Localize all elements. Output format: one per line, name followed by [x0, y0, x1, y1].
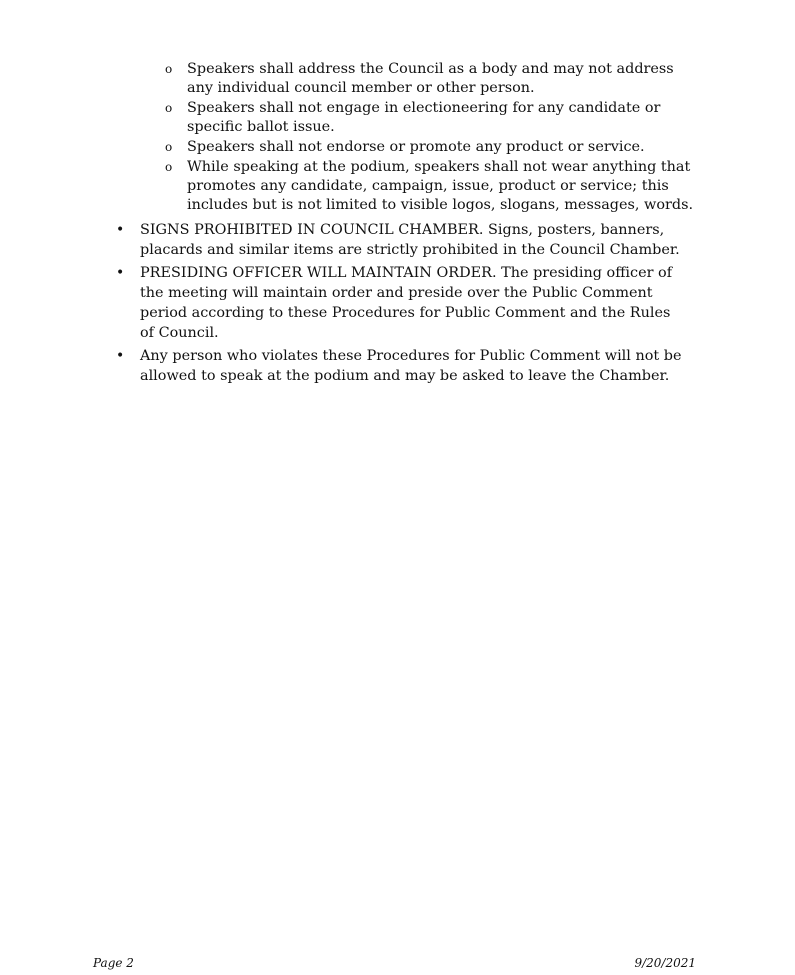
main-bullet-text: PRESIDING OFFICER WILL MAINTAIN ORDER. The presiding officer of the meeting will maintain order and preside over the Public Comment period according to these Procedures for Public Comment and the Rules of Council.: [140, 265, 673, 341]
main-bullet-item: [116, 220, 685, 260]
sub-bullet-text: Speakers shall address the Council as a body and may not address any individual council member or other person.: [187, 61, 674, 96]
circle-bullet-icon: o: [165, 140, 173, 154]
footer-date: 9/20/2021: [634, 956, 696, 970]
circle-bullet-icon: o: [165, 160, 173, 174]
circle-bullet-icon: o: [165, 62, 173, 76]
sub-bullet-list: [0, 60, 795, 216]
main-bullet-item: [116, 263, 685, 343]
sub-bullet-text: While speaking at the podium, speakers shall not wear anything that promotes any candidate, campaign, issue, product or service; this includes but is not limited to visible logos, slogans, messages, words.: [187, 159, 694, 213]
circle-bullet-icon: o: [165, 101, 173, 115]
sub-bullet-text: Speakers shall not engage in electioneering for any candidate or specific ballot issue.: [187, 100, 661, 135]
disc-bullet-icon: •: [116, 348, 125, 364]
sub-bullet-text: Speakers shall not endorse or promote any product or service.: [187, 139, 645, 155]
sub-bullet-item: [165, 158, 702, 215]
main-bullet-text: Any person who violates these Procedures for Public Comment will not be allowed to speak at the podium and may be asked to leave the Chamber.: [140, 348, 682, 384]
disc-bullet-icon: •: [116, 265, 125, 281]
sub-bullet-item: [165, 138, 702, 157]
main-bullet-text: SIGNS PROHIBITED IN COUNCIL CHAMBER. Signs, posters, banners, placards and similar items are strictly prohibited in the Council Chamber.: [140, 222, 680, 258]
sub-bullet-item: [165, 60, 702, 98]
disc-bullet-icon: •: [116, 222, 125, 238]
sub-bullet-item: [165, 99, 702, 137]
footer-page-number: Page 2: [93, 956, 134, 970]
main-bullet-list: [0, 220, 795, 389]
main-bullet-item: [116, 346, 685, 386]
